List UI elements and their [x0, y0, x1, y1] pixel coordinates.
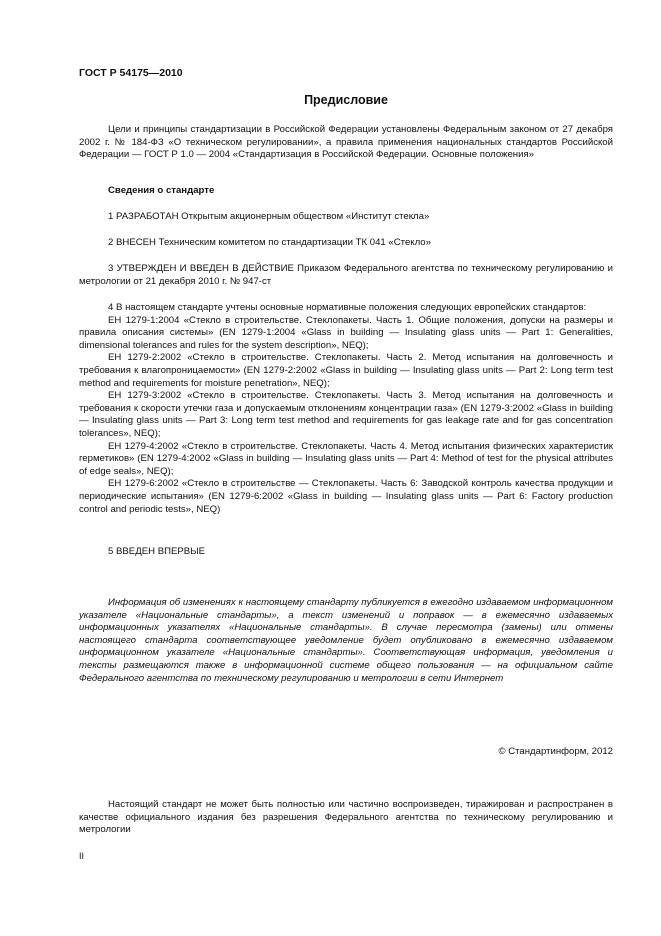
standard-entry: ЕН 1279-6:2002 «Стекло в строительстве — Стеклопакеты. Часть 6: Заводской контроль качества продукции и периодические испытания» (EN 1279-6:2002 «Glass in building — Insulating glass units — Part 6: Factory production control and periodic tests», NEQ)	[79, 478, 613, 515]
legal-notice-block	[79, 799, 613, 837]
page-number: II	[79, 851, 85, 861]
copyright: © Стандартинформ, 2012	[498, 746, 613, 757]
section-heading: Сведения о стандарте	[108, 185, 215, 196]
item-1-block	[79, 211, 613, 224]
info-note: Информация об изменениях к настоящему стандарту публикуется в ежегодно издаваемом информационном указателе «Национальные стандарты», а текст изменений и поправок — в ежемесячно издаваемых информационных указателях «Национальные стандарты». В случае пересмотра (замены) или отмены настоящего стандарта соответствующее уведомление будет опубликовано в ежемесячно издаваемом информационном указателе «Национальные стандарты». Соответствующая информация, уведомления и тексты размещаются также в информационной системе общего пользования — на официальном сайте Федерального агентства по техническому регулированию и метрологии в сети Интернет	[79, 597, 613, 684]
page-title: Предисловие	[304, 93, 388, 107]
standard-entry: ЕН 1279-4:2002 «Стекло в строительстве. Стеклопакеты. Часть 4. Метод испытания физических характеристик герметиков» (EN 1279-4:2002 «Glass in building — Insulating glass units — Part 4: Method of test for the physical attributes of edge seals», NEQ);	[79, 440, 613, 477]
item-2: 2 ВНЕСЕН Техническим комитетом по стандартизации ТК 041 «Стекло»	[108, 237, 431, 248]
item-5-block	[79, 546, 613, 559]
legal-notice: Настоящий стандарт не может быть полностью или частично воспроизведен, тиражирован и распространен в качестве официального издания без разрешения Федерального агентства по техническому регулированию и метрологии	[79, 799, 613, 836]
section-heading-block	[79, 185, 613, 198]
intro-paragraph	[79, 124, 613, 162]
standard-entry: ЕН 1279-1:2004 «Стекло в строительстве. Стеклопакеты. Часть 1. Общие положения, допуски на размеры и правила описания системы» (EN 1279-1:2004 «Glass in building — Insulating glass units — Part 1: Generalities, dimensional tolerances and rules for the system description», NEQ);	[79, 314, 613, 351]
standard-entry: ЕН 1279-3:2002 «Стекло в строительстве. Стеклопакеты. Часть 3. Метод испытания на долговечность и требования к скорости утечки газа и допускаемым отклонениям концентрации газа» (EN 1279-3:2002 «Glass in building — Insulating glass units — Part 3: Long term test method and requirements for gas leakage rate and for gas concentration tolerances», NEQ);	[79, 390, 613, 439]
document-code: ГОСТ Р 54175—2010	[79, 67, 183, 79]
item-4: 4 В настоящем стандарте учтены основные нормативные положения следующих европейских стандартов:	[108, 302, 587, 313]
item-3-block	[79, 263, 613, 288]
standard-entry: ЕН 1279-2:2002 «Стекло в строительстве. Стеклопакеты. Часть 2. Метод испытания на долговечность и требования к влагопроницаемости» (EN 1279-2:2002 «Glass in building — Insulating glass units — Part 2: Long term test method and requirements for moisture penetration», NEQ);	[79, 352, 613, 389]
intro-text: Цели и принципы стандартизации в Российской Федерации установлены Федеральным законом от 27 декабря 2002 г. № 184-ФЗ «О техническом регулировании», а правила применения национальных стандартов Российской Федерации — ГОСТ Р 1.0 — 2004 «Стандартизация в Российской Федерации. Основные положения»	[79, 124, 613, 161]
info-note-block	[79, 597, 613, 685]
item-5: 5 ВВЕДЕН ВПЕРВЫЕ	[108, 546, 206, 557]
item-4-block	[79, 302, 613, 516]
item-2-block	[79, 237, 613, 250]
item-1: 1 РАЗРАБОТАН Открытым акционерным обществом «Институт стекла»	[108, 211, 430, 222]
item-3: 3 УТВЕРЖДЕН И ВВЕДЕН В ДЕЙСТВИЕ Приказом Федерального агентства по техническому регулированию и метрологии от 21 декабря 2010 г. № 947-ст	[79, 263, 613, 287]
